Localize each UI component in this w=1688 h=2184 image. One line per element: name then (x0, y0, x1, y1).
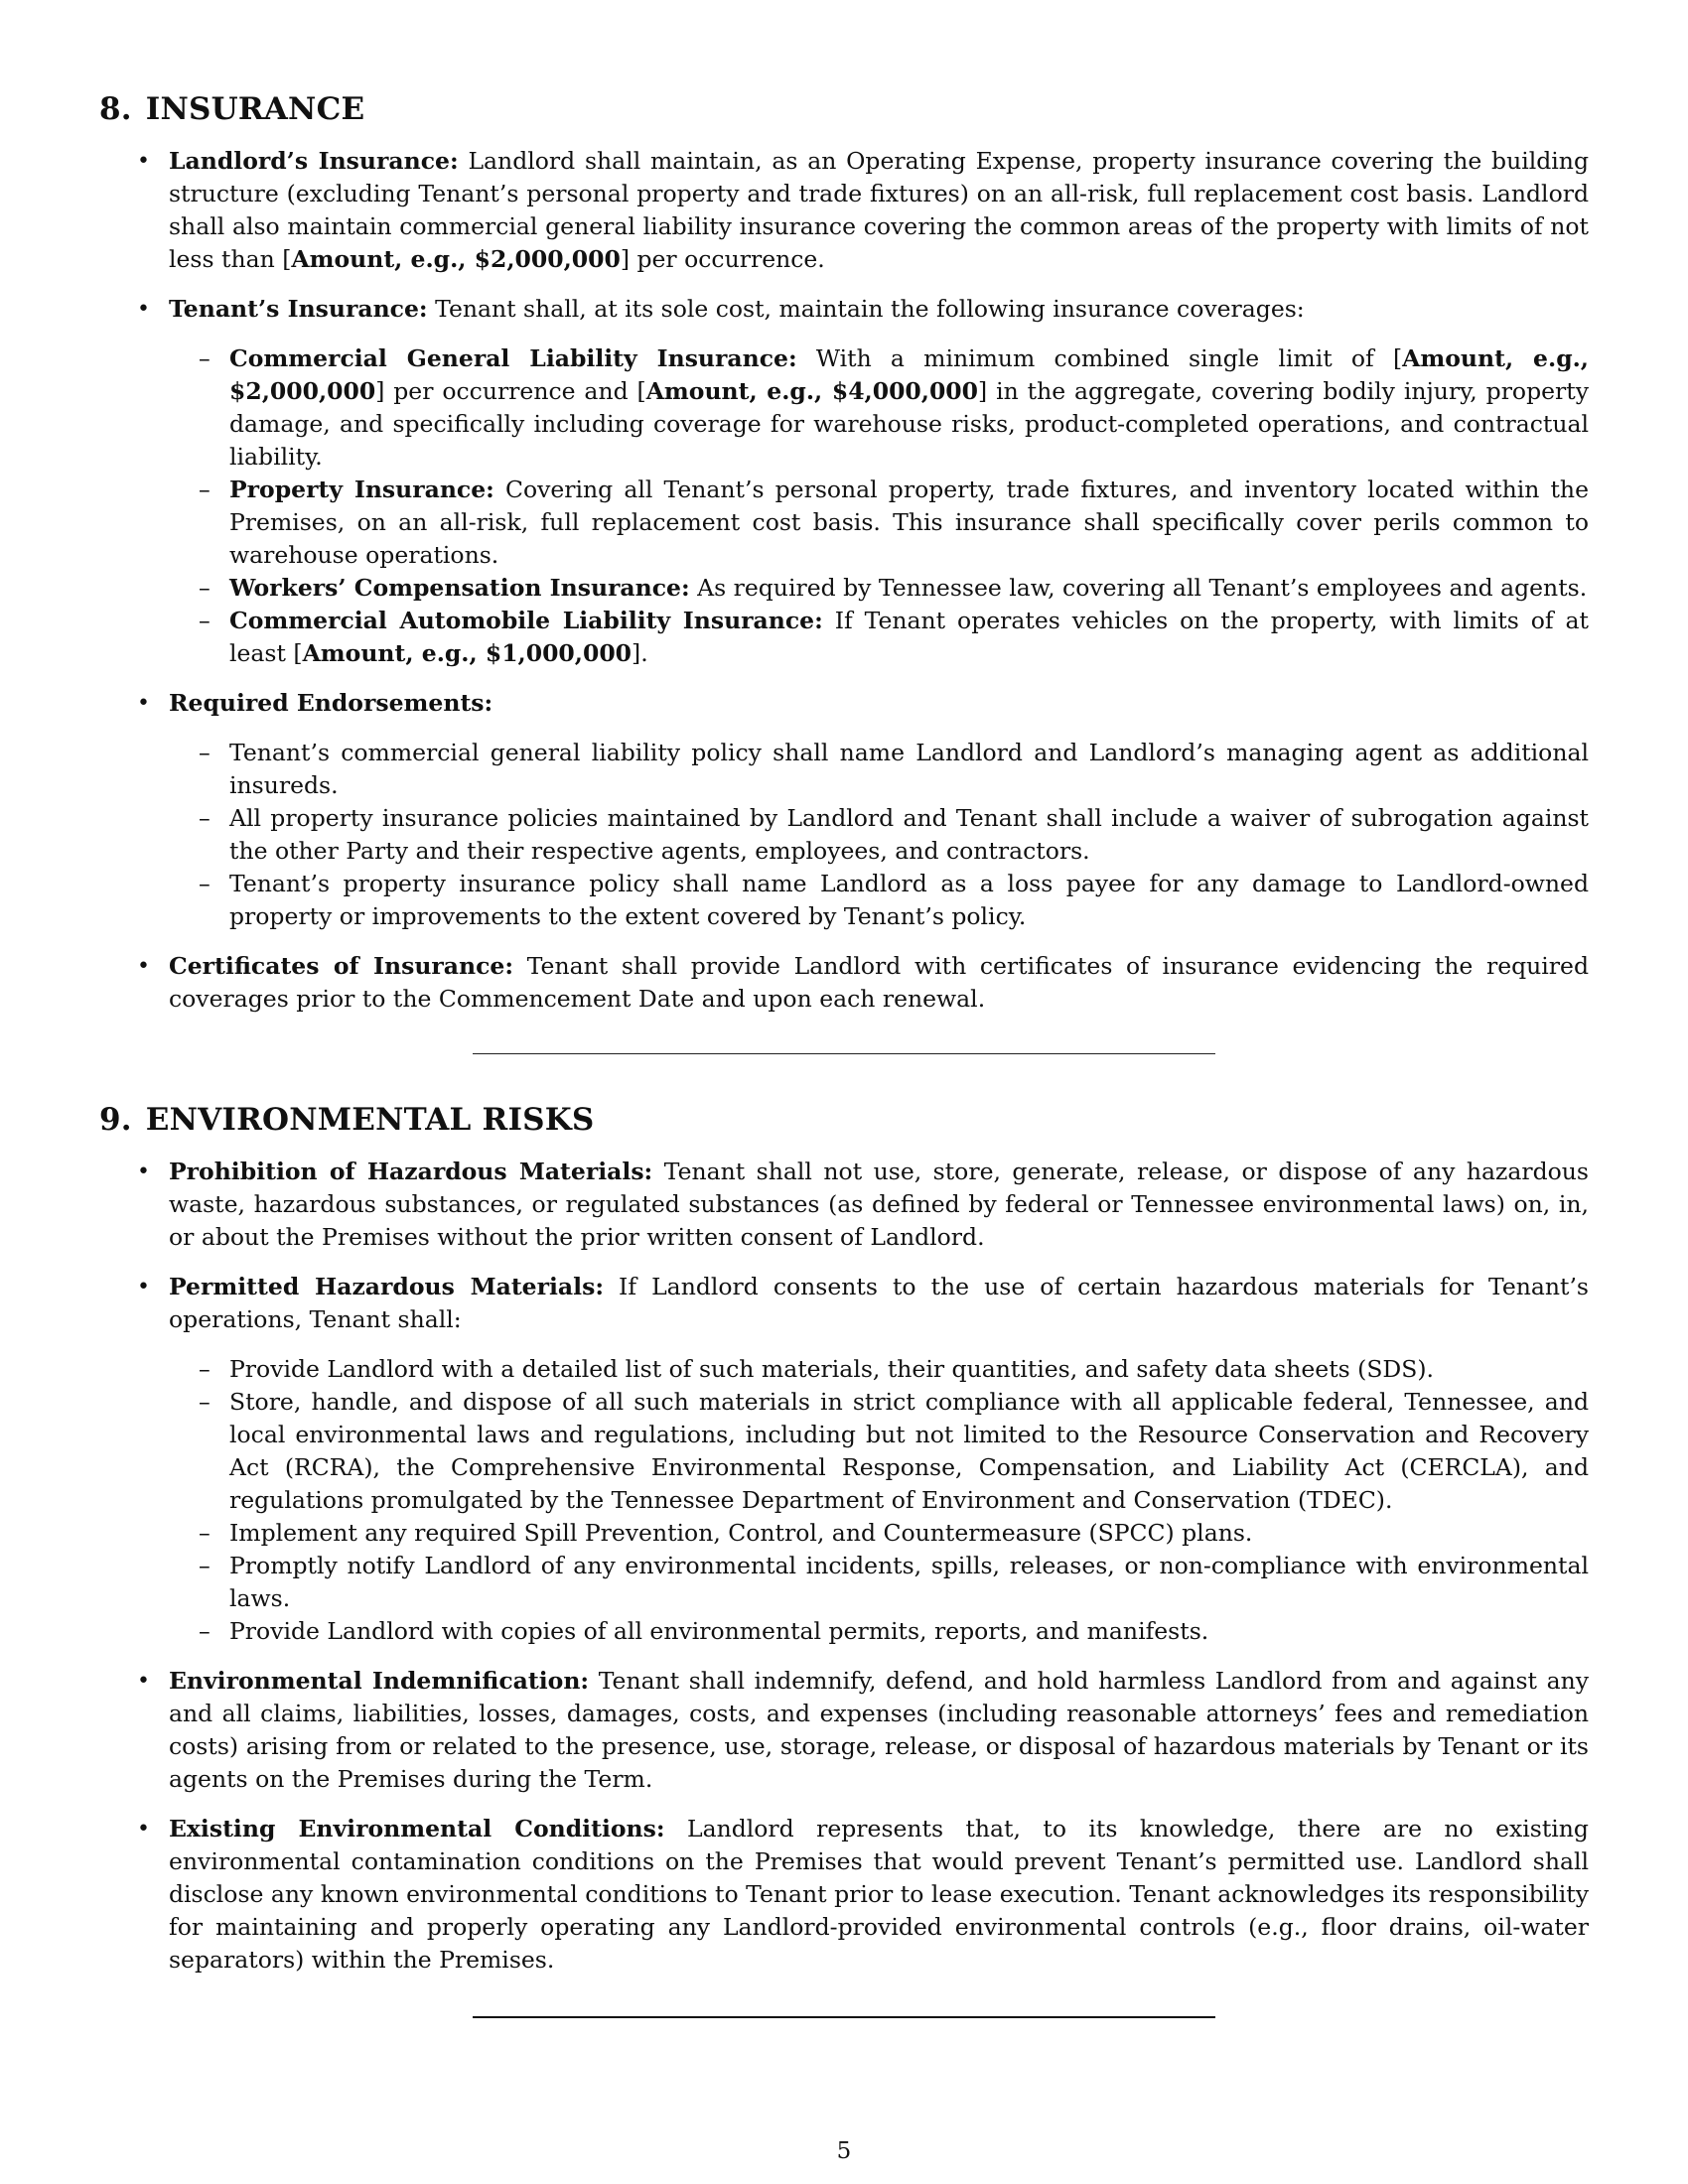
item-label: Commercial General Liability Insurance: (229, 344, 797, 372)
item-text: All property insurance policies maintained by Landlord and Tenant shall include a waiver of subrogation against the other Party and their respective agents, employees, and contractors. (229, 804, 1589, 865)
page-number: 5 (836, 2138, 852, 2164)
dash-icon: – (199, 739, 211, 766)
sub-item-endorsement (169, 737, 1589, 802)
item-text: Promptly notify Landlord of any environmental incidents, spills, releases, or non-compliance with environmental laws. (229, 1552, 1589, 1612)
item-text: Tenant’s commercial general liability policy shall name Landlord and Landlord’s managing agent as additional insureds. (229, 739, 1589, 799)
section-title: ENVIRONMENTAL RISKS (145, 1102, 595, 1138)
amount-placeholder: Amount, e.g., $1,000,000 (302, 639, 633, 667)
dash-icon: – (199, 1519, 211, 1547)
list-item-indemnification (99, 1665, 1589, 1796)
sub-item-property (169, 474, 1589, 572)
sub-item-endorsement (169, 868, 1589, 933)
item-label: Required Endorsements: (169, 689, 493, 717)
environmental-list (99, 1156, 1589, 1977)
endorsement-list (169, 737, 1589, 933)
sub-item-obligation (169, 1353, 1589, 1386)
item-text: Provide Landlord with a detailed list of such materials, their quantities, and safety data sheets (SDS). (229, 1355, 1435, 1383)
item-text: Tenant shall indemnify, defend, and hold harmless Landlord from and against any and all claims, liabilities, losses, damages, costs, and expenses (including reasonable attorneys’ fees and remediation costs) arising from or related to the presence, use, storage, release, or disposal of hazardous materials by Tenant or its agents on the Premises during the Term. (169, 1667, 1589, 1793)
sub-item-auto (169, 605, 1589, 670)
item-label: Workers’ Compensation Insurance: (229, 574, 690, 602)
list-item-permitted (99, 1271, 1589, 1648)
item-label: Landlord’s Insurance: (169, 147, 459, 175)
insurance-list (99, 145, 1589, 1016)
amount-placeholder: Amount, e.g., $2,000,000 (229, 344, 1589, 405)
bullet-icon: • (137, 149, 150, 174)
item-label: Existing Environmental Conditions: (169, 1815, 665, 1843)
item-text: Covering all Tenant’s personal property, trade fixtures, and inventory located within the Premises, on an all-risk, full replacement cost basis. This insurance shall specifically cover perils common to warehouse operations. (229, 476, 1589, 569)
dash-icon: – (199, 476, 211, 503)
bullet-icon: • (137, 1817, 150, 1842)
item-label: Permitted Hazardous Materials: (169, 1273, 604, 1300)
amount-placeholder: Amount, e.g., $4,000,000 (645, 377, 979, 405)
bullet-icon: • (137, 1160, 150, 1184)
item-text: Landlord shall maintain, as an Operating Expense, property insurance covering the building structure (excluding Tenant’s personal property and trade fixtures) on an all-risk, full replacement cost basis. Landlord shall also maintain commercial general liability insurance covering the common areas of the property with limits of not less than [ (169, 147, 1589, 273)
section-divider (473, 2016, 1215, 2018)
item-text: If Tenant operates vehicles on the property, with limits of at least [ (229, 607, 1590, 667)
bullet-icon: • (137, 1275, 150, 1299)
amount-placeholder: Amount, e.g., $2,000,000 (291, 245, 621, 273)
section-divider (473, 1053, 1215, 1054)
sub-item-endorsement (169, 802, 1589, 868)
item-text: Provide Landlord with copies of all environmental permits, reports, and manifests. (229, 1617, 1209, 1645)
item-label: Prohibition of Hazardous Materials: (169, 1158, 653, 1185)
item-text: ] per occurrence and [ (375, 377, 646, 405)
dash-icon: – (199, 1617, 211, 1645)
item-text: As required by Tennessee law, covering all Tenant’s employees and agents. (689, 574, 1588, 602)
list-item-certificates (99, 950, 1589, 1016)
item-label: Environmental Indemnification: (169, 1667, 590, 1695)
tenant-coverage-list (169, 342, 1589, 670)
document-page (99, 91, 1589, 2066)
section-heading-environmental (99, 1102, 1589, 1138)
dash-icon: – (199, 1355, 211, 1383)
permitted-obligations-list (169, 1353, 1589, 1648)
item-text: Tenant’s property insurance policy shall name Landlord as a loss payee for any damage to Landlord-owned property or improvements to the extent covered by Tenant’s policy. (229, 870, 1589, 930)
item-label: Property Insurance: (229, 476, 494, 503)
sub-item-obligation (169, 1550, 1589, 1615)
section-number: 8. (99, 91, 132, 127)
section-title: INSURANCE (145, 91, 365, 127)
list-item-landlord-insurance (99, 145, 1589, 276)
section-heading-insurance (99, 91, 1589, 127)
bullet-icon: • (137, 954, 150, 979)
dash-icon: – (199, 1388, 211, 1416)
item-text: Implement any required Spill Prevention, Control, and Countermeasure (SPCC) plans. (229, 1519, 1253, 1547)
item-label: Certificates of Insurance: (169, 952, 514, 980)
dash-icon: – (199, 344, 211, 372)
item-text: Tenant shall provide Landlord with certificates of insurance evidencing the required coverages prior to the Commencement Date and upon each renewal. (169, 952, 1589, 1013)
section-number: 9. (99, 1102, 132, 1138)
bullet-icon: • (137, 691, 150, 716)
item-text: Landlord represents that, to its knowledge, there are no existing environmental contamination conditions on the Premises that would prevent Tenant’s permitted use. Landlord shall disclose any known environmental conditions to Tenant prior to lease execution. Tenant acknowledges its responsibility for maintaining and properly operating any Landlord-provided environmental controls (e.g., floor drains, oil-water separators) within the Premises. (169, 1815, 1589, 1974)
bullet-icon: • (137, 1669, 150, 1694)
item-text: ] in the aggregate, covering bodily injury, property damage, and specifically including coverage for warehouse risks, product-completed operations, and contractual liability. (229, 377, 1589, 471)
sub-item-workers-comp (169, 572, 1589, 605)
item-text: With a minimum combined single limit of [ (796, 344, 1403, 372)
list-item-endorsements (99, 687, 1589, 933)
item-text: If Landlord consents to the use of certain hazardous materials for Tenant’s operations, Tenant shall: (169, 1273, 1589, 1333)
sub-item-obligation (169, 1615, 1589, 1648)
item-text: Tenant shall, at its sole cost, maintain the following insurance coverages: (427, 295, 1305, 323)
sub-item-obligation (169, 1386, 1589, 1517)
bullet-icon: • (137, 297, 150, 322)
dash-icon: – (199, 607, 211, 634)
dash-icon: – (199, 870, 211, 897)
sub-item-cgl (169, 342, 1589, 474)
item-label: Tenant’s Insurance: (169, 295, 428, 323)
item-label: Commercial Automobile Liability Insurance: (229, 607, 823, 634)
sub-item-obligation (169, 1517, 1589, 1550)
dash-icon: – (199, 574, 211, 602)
item-text: ]. (632, 639, 648, 667)
list-item-prohibition (99, 1156, 1589, 1254)
item-text: Tenant shall not use, store, generate, release, or dispose of any hazardous waste, hazardous substances, or regulated substances (as defined by federal or Tennessee environmental laws) on, in, or about the Premises without the prior written consent of Landlord. (169, 1158, 1589, 1251)
list-item-existing-conditions (99, 1813, 1589, 1977)
list-item-tenant-insurance (99, 293, 1589, 670)
item-text: Store, handle, and dispose of all such materials in strict compliance with all applicable federal, Tennessee, and local environmental laws and regulations, including but not limited to the Resource Conservation and Recovery Act (RCRA), the Comprehensive Environmental Response, Compensation, and Liability Act (CERCLA), and regulations promulgated by the Tennessee Department of Environment and Conservation (TDEC). (229, 1388, 1589, 1514)
item-text: ] per occurrence. (620, 245, 825, 273)
dash-icon: – (199, 804, 211, 832)
dash-icon: – (199, 1552, 211, 1579)
